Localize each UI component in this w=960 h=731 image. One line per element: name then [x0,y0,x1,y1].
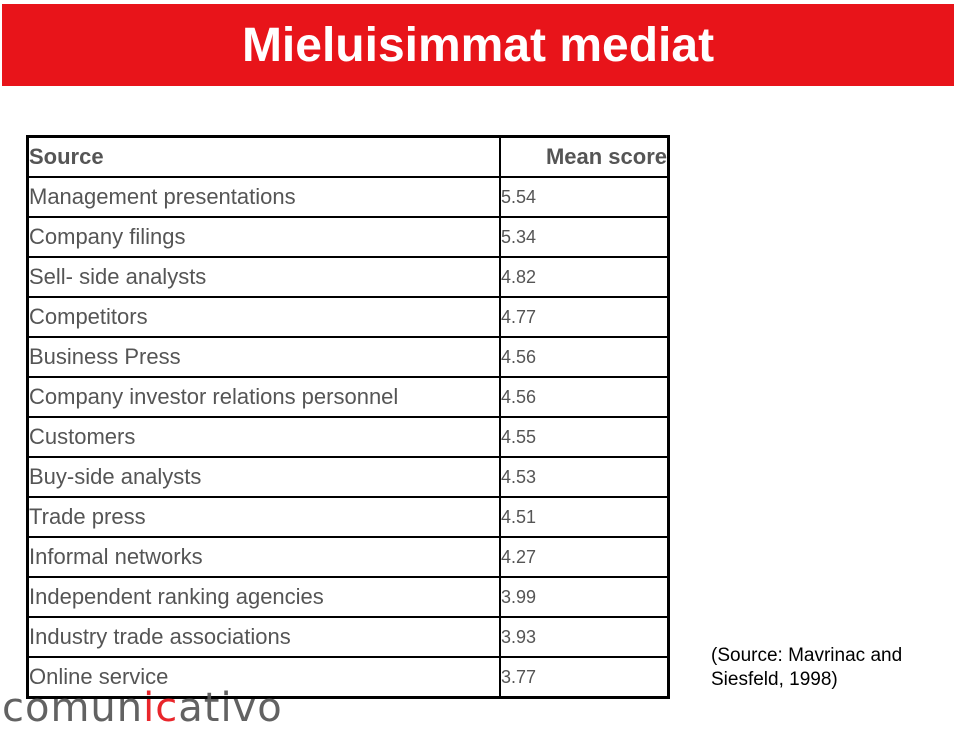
source-cell: Trade press [28,497,501,537]
table-row [28,257,669,297]
source-citation: (Source: Mavrinac and Siesfeld, 1998) [711,645,903,690]
table-row [28,497,669,537]
mean-score-cell: 4.27 [500,537,669,577]
mean-score-cell: 4.53 [500,457,669,497]
source-cell: Informal networks [28,537,501,577]
source-cell: Business Press [28,337,501,377]
source-cell: Industry trade associations [28,617,501,657]
mean-score-cell: 4.56 [500,337,669,377]
mean-score-cell: 4.55 [500,417,669,457]
table-row [28,217,669,257]
mean-score-cell: 5.54 [500,177,669,217]
source-cell: Buy-side analysts [28,457,501,497]
table-row [28,297,669,337]
source-column-header: Source [28,137,501,178]
mean-score-cell: 4.82 [500,257,669,297]
mean-score-cell: 4.56 [500,377,669,417]
table-header-row [28,137,669,178]
mean-score-cell: 3.99 [500,577,669,617]
mean-score-cell: 5.34 [500,217,669,257]
table-row [28,457,669,497]
mean-score-cell: 3.77 [500,657,669,698]
logo-text-prefix: comun [2,685,144,731]
source-cell: Sell- side analysts [28,257,501,297]
table-row [28,417,669,457]
source-cell: Customers [28,417,501,457]
source-cell: Online service [28,657,501,698]
table-row [28,177,669,217]
table-row [28,577,669,617]
logo-text-accent: ic [143,685,179,731]
media-score-table [26,135,670,699]
table-row [28,537,669,577]
table-row [28,337,669,377]
table-row [28,617,669,657]
score-column-header: Mean score [500,137,669,178]
source-cell: Independent ranking agencies [28,577,501,617]
logo-text-suffix: ativo [178,685,283,731]
table-row [28,377,669,417]
mean-score-cell: 3.93 [500,617,669,657]
mean-score-cell: 4.77 [500,297,669,337]
source-cell: Competitors [28,297,501,337]
source-cell: Company filings [28,217,501,257]
source-cell: Management presentations [28,177,501,217]
source-cell: Company investor relations personnel [28,377,501,417]
title-banner [2,4,954,86]
mean-score-cell: 4.51 [500,497,669,537]
page-title: Mieluisimmat mediat [241,18,715,72]
comunicativo-logo [2,686,283,730]
